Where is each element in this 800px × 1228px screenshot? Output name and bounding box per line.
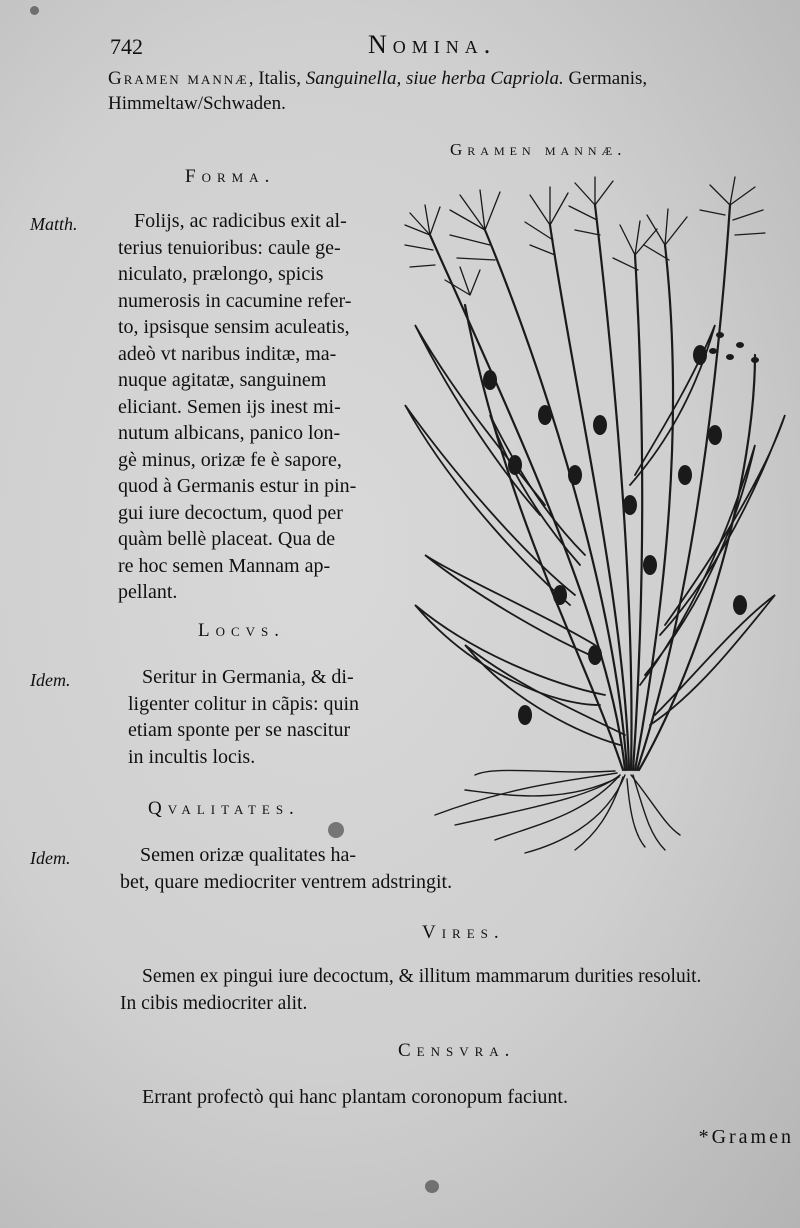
text-line: in incultis locis. [128,745,256,768]
text-line: Folijs, ac radicibus exit al- [134,210,347,232]
text-line: eliciant. Semen ijs inest mi- [118,395,341,418]
page-number: 742 [110,34,143,59]
leaves [405,325,785,745]
running-head: Nomina. [368,30,497,59]
text-line: quod à Germanis estur in pin- [118,475,357,497]
text-line: ligenter colitur in cãpis: quin [128,692,360,715]
seed-panicles [405,177,765,295]
text-line: gè minus, orizæ fe è sapore, [118,448,342,471]
text-line: re hoc semen Mannam ap- [118,554,331,577]
vires-text [120,964,800,1017]
text-line: nuque agitatæ, sanguinem [118,369,327,391]
qualitates-heading: Qvalitates. [148,798,300,819]
text-line: Errant profectò qui hanc plantam coronopum faciunt. [142,1086,568,1108]
stem [595,205,632,770]
censura-heading: Censvra. [398,1040,516,1061]
text-line: Semen orizæ qualitates ha- [140,844,357,866]
intro-title: Gramen mannæ [108,68,249,89]
ink-stain [30,6,39,15]
ink-stain [425,1180,439,1193]
text-line: nutum albicans, panico lon- [118,422,341,444]
censura-text [142,1084,702,1111]
locus-text [128,664,408,770]
intro-text-a: , Italis, [248,68,306,89]
stem [635,245,673,770]
text-line: bet, quare mediocriter ventrem adstringit. [120,870,453,893]
stem [430,235,625,770]
text-line: niculato, prælongo, spicis [118,263,324,285]
text-line: to, ipsisque sensim aculeatis, [118,316,350,338]
ink-stain [328,822,344,838]
text-line: quàm bellè placeat. Qua de [118,528,336,550]
grass-plant-illustration [395,175,800,855]
roots [435,770,680,853]
locus-margin-note: Idem. [30,670,71,690]
catchword: *Gramen [698,1126,794,1148]
forma-heading: Forma. [185,166,276,187]
intro-paragraph [108,66,788,116]
forma-text [118,208,398,606]
qualitates-margin-note: Idem. [30,848,71,868]
intro-italic-name: Sanguinella, siue herba Capriola. [305,68,564,89]
text-line: terius tenuioribus: caule ge- [118,236,341,259]
locus-heading: Locvs. [198,620,286,641]
text-line: adeò vt naribus inditæ, ma- [118,342,337,365]
text-line: Semen ex pingui iure decoctum, & illitum mammarum durities resoluit. [142,966,702,987]
intro-text-b: Germanis, Himmeltaw/Schwaden. [108,68,648,114]
text-line: gui iure decoctum, quod per [118,501,343,524]
figure-caption: Gramen mannæ. [450,140,627,159]
text-line: numerosis in cacumine refer- [118,289,352,312]
text-line: pellant. [118,581,178,603]
text-line: Seritur in Germania, & di- [142,666,354,688]
text-line: etiam sponte per se nascitur [128,719,351,741]
text-line: In cibis mediocriter alit. [120,992,308,1014]
forma-margin-note: Matth. [30,214,78,234]
vires-heading: Vires. [422,922,505,943]
